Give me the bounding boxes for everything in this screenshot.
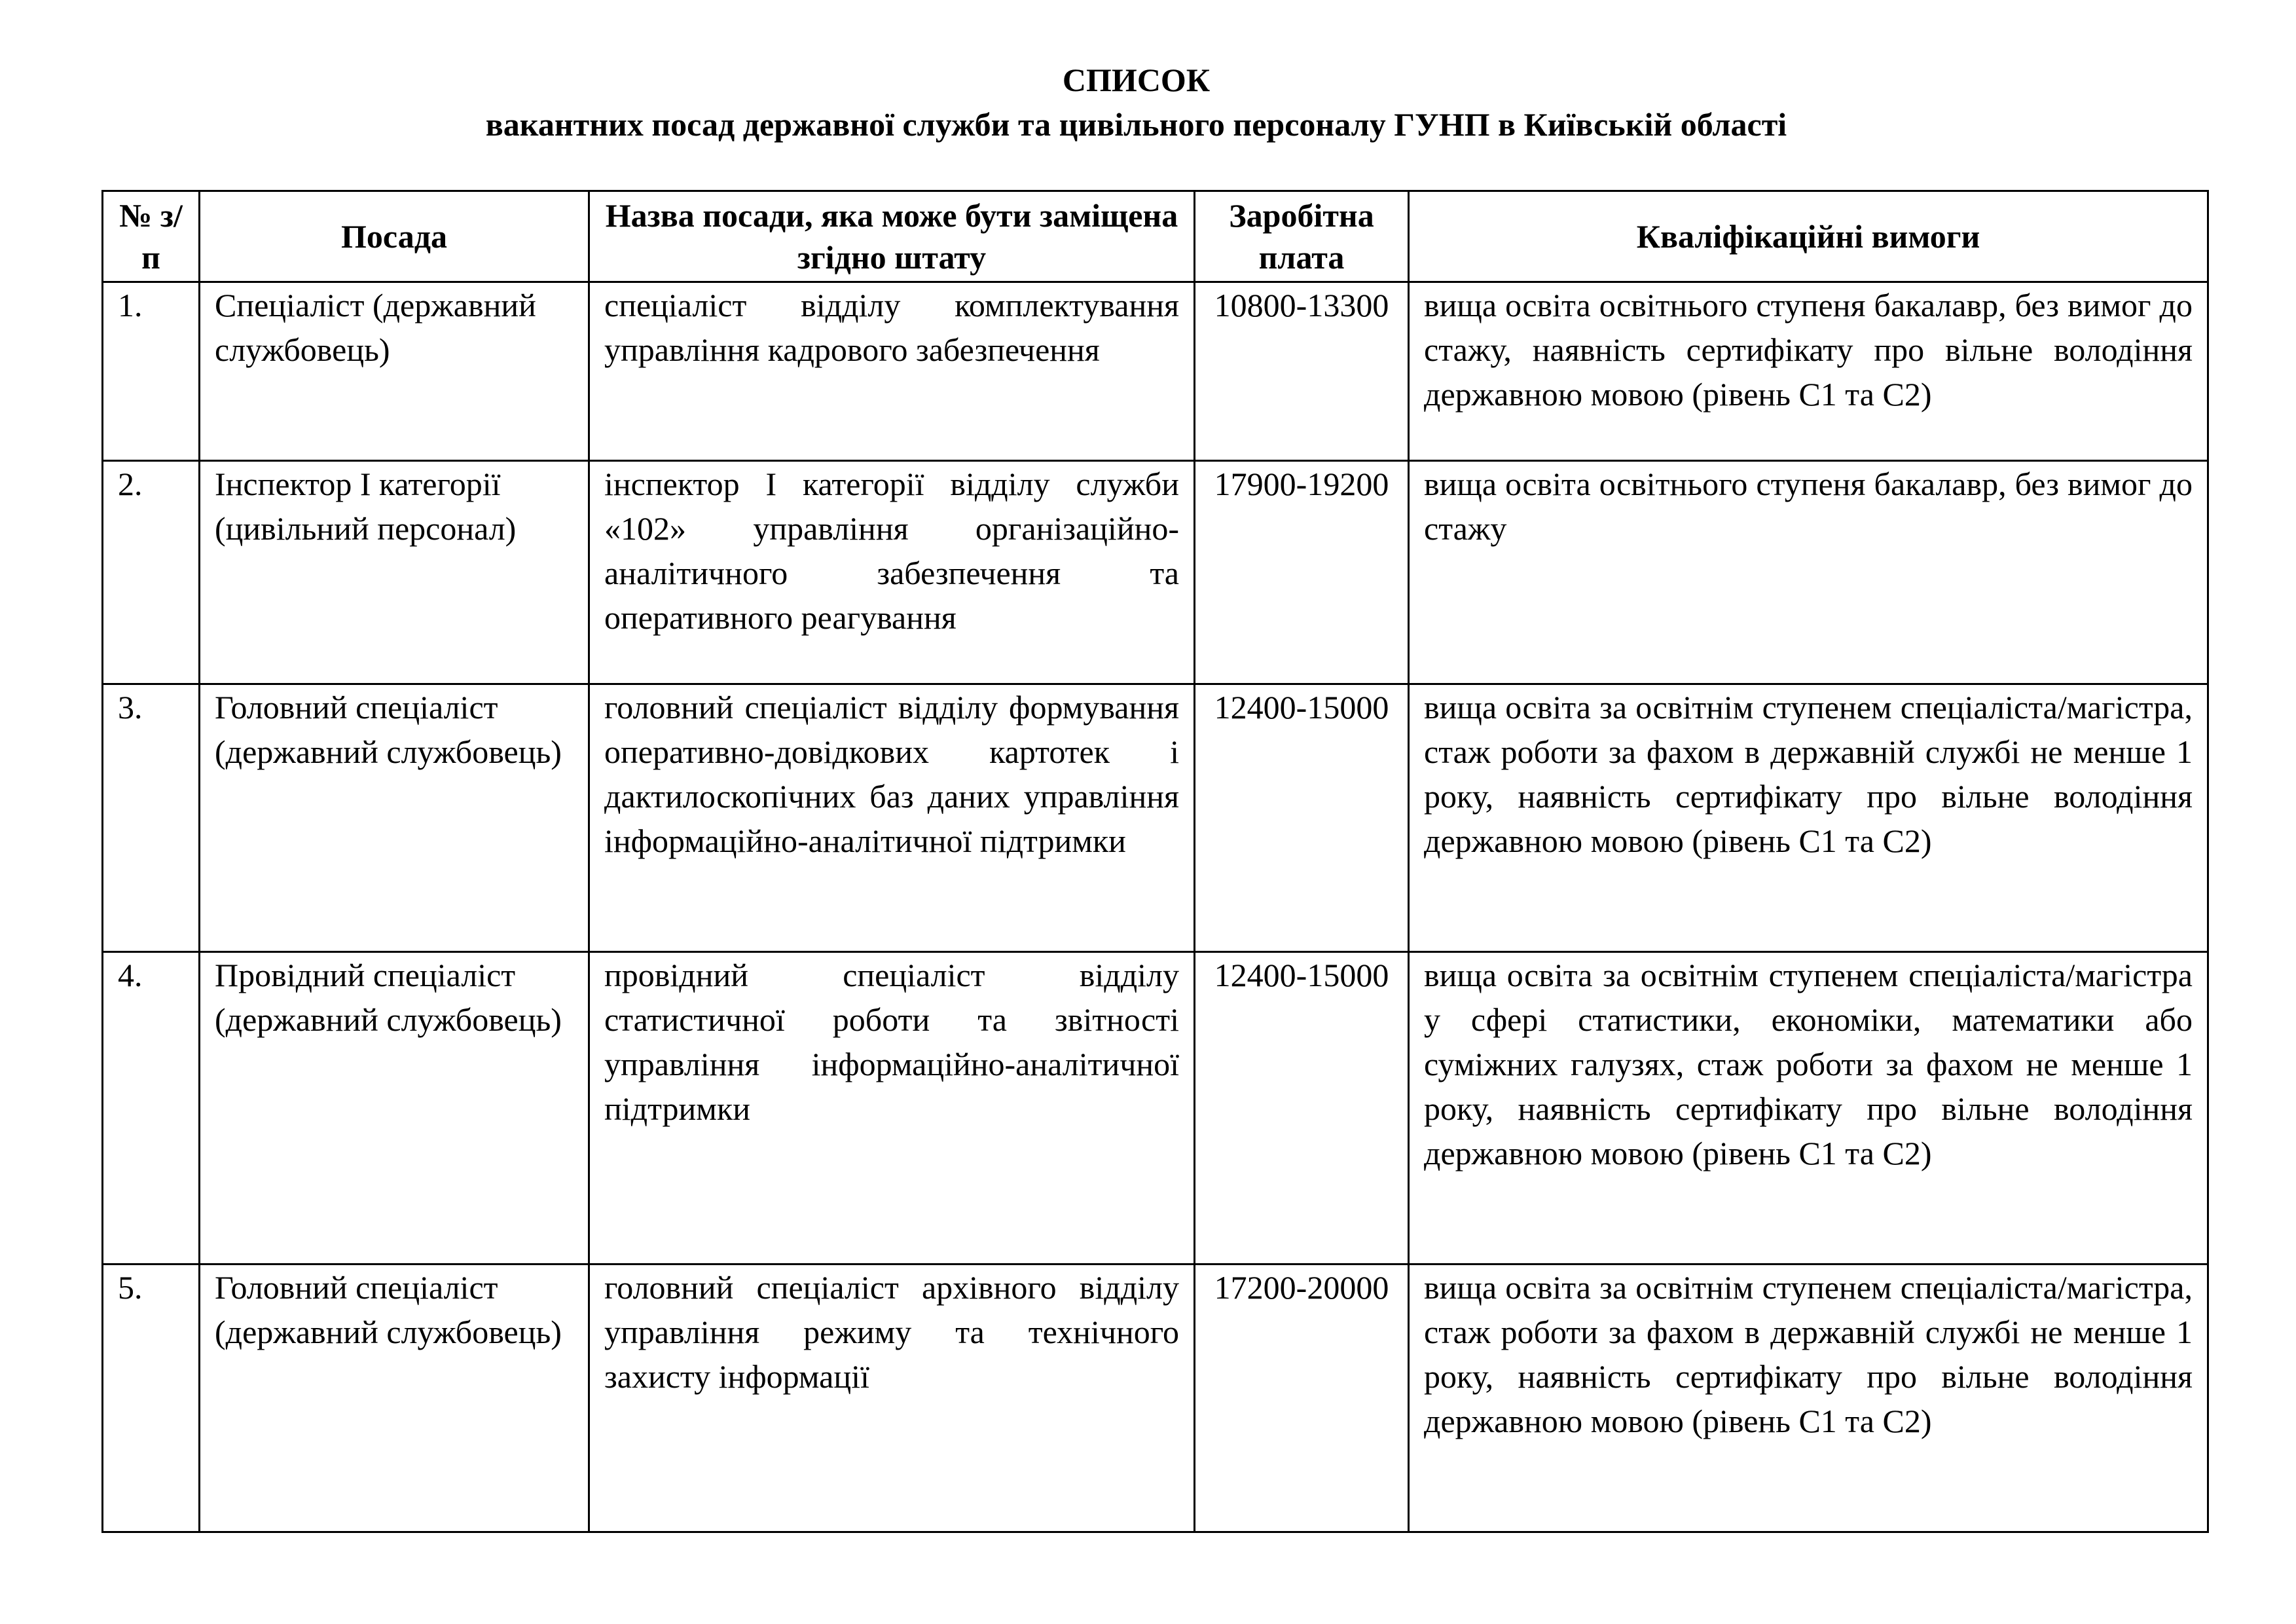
table-row (103, 684, 2208, 952)
header-staff-name: Назва посади, яка може бути заміщена згідно штату (589, 191, 1195, 282)
row-salary: 17900-19200 (1195, 461, 1409, 684)
row-salary: 12400-15000 (1195, 952, 1409, 1264)
document-title: СПИСОК (1062, 62, 1211, 98)
row-number: 2. (103, 461, 200, 684)
row-number: 3. (103, 684, 200, 952)
document-subtitle: вакантних посад державної служби та цивільного персоналу ГУНП в Київській області (485, 106, 1787, 143)
row-number: 1. (103, 282, 200, 461)
row-staff-name: провідний спеціаліст відділу статистичної роботи та звітності управління інформаційно-аналітичної підтримки (589, 952, 1195, 1264)
row-number: 5. (103, 1264, 200, 1532)
row-staff-name: головний спеціаліст архівного відділу управління режиму та технічного захисту інформації (589, 1264, 1195, 1532)
row-requirements: вища освіта за освітнім ступенем спеціаліста/магістра, стаж роботи за фахом в державній службі не менше 1 року, наявність сертифікату про вільне володіння державною мовою (рівень С1 та С2) (1409, 1264, 2208, 1532)
row-position: Головний спеціаліст (державний службовець) (200, 684, 589, 952)
row-requirements: вища освіта освітнього ступеня бакалавр, без вимог до стажу, наявність сертифікату про вільне володіння державною мовою (рівень С1 та С2) (1409, 282, 2208, 461)
row-requirements: вища освіта за освітнім ступенем спеціаліста/магістра у сфері статистики, економіки, математики або суміжних галузях, стаж роботи за фахом не менше 1 року, наявність сертифікату про вільне володіння державною мовою (рівень С1 та С2) (1409, 952, 2208, 1264)
row-requirements: вища освіта за освітнім ступенем спеціаліста/магістра, стаж роботи за фахом в державній службі не менше 1 року, наявність сертифікату про вільне володіння державною мовою (рівень С1 та С2) (1409, 684, 2208, 952)
row-position: Провідний спеціаліст (державний службовець) (200, 952, 589, 1264)
row-number: 4. (103, 952, 200, 1264)
row-salary: 10800-13300 (1195, 282, 1409, 461)
row-position: Спеціаліст (державний службовець) (200, 282, 589, 461)
table-header-row (103, 191, 2208, 282)
header-position: Посада (200, 191, 589, 282)
row-staff-name: головний спеціаліст відділу формування оперативно-довідкових картотек і дактилоскопічних баз даних управління інформаційно-аналітичної підтримки (589, 684, 1195, 952)
row-staff-name: спеціаліст відділу комплектування управління кадрового забезпечення (589, 282, 1195, 461)
row-salary: 12400-15000 (1195, 684, 1409, 952)
header-salary: Заробітна плата (1195, 191, 1409, 282)
table-row (103, 952, 2208, 1264)
table-row (103, 282, 2208, 461)
row-position: Інспектор І категорії (цивільний персонал) (200, 461, 589, 684)
row-requirements: вища освіта освітнього ступеня бакалавр, без вимог до стажу (1409, 461, 2208, 684)
vacancies-table (101, 190, 2209, 1533)
header-number: № з/п (103, 191, 200, 282)
row-staff-name: інспектор І категорії відділу служби «102» управління організаційно-аналітичного забезпечення та оперативного реагування (589, 461, 1195, 684)
row-position: Головний спеціаліст (державний службовець) (200, 1264, 589, 1532)
row-salary: 17200-20000 (1195, 1264, 1409, 1532)
table-row (103, 1264, 2208, 1532)
header-requirements: Кваліфікаційні вимоги (1409, 191, 2208, 282)
table-row (103, 461, 2208, 684)
